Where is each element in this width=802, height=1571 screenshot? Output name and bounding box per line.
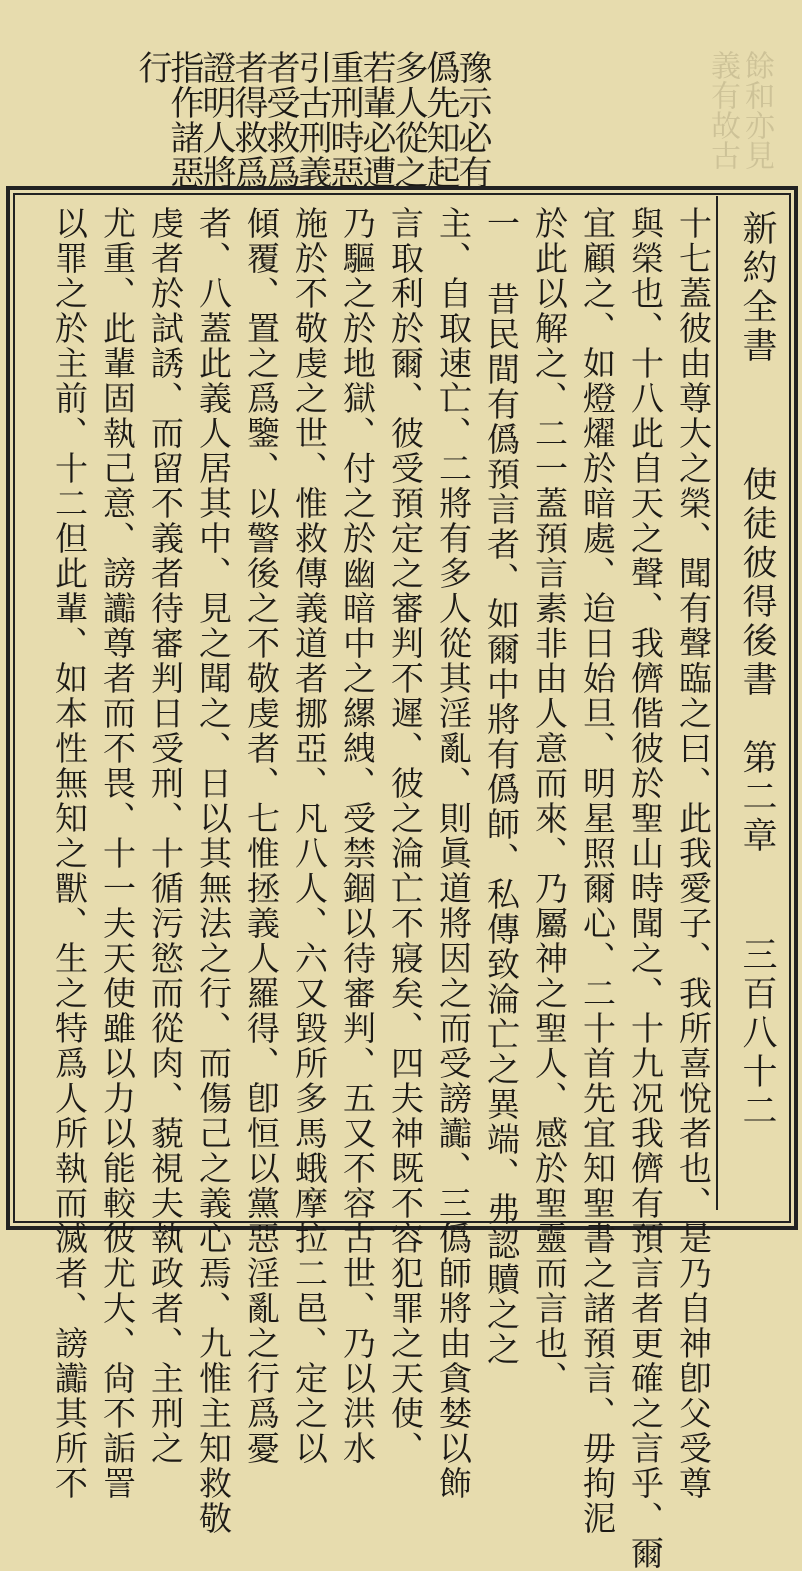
note-column-2: 僞先知起 [420, 50, 460, 190]
note-column-10: 指作諸惡 [164, 50, 204, 190]
text-column-9: 施於不敬虔之世、惟救傳義道者挪亞、凡八人、六又毀所多馬蛾摩拉二邑、定之以 [290, 206, 329, 1466]
bleed-through-col-2: 義有故古 [705, 50, 740, 170]
text-column-10: 傾覆、置之爲鑒、以警後之不敬虔者、七惟拯義人羅得、卽恒以黨惡淫亂之行爲憂 [242, 206, 281, 1466]
text-column-12: 虔者於試誘、而留不義者待審判日受刑、十循污慾而從肉、藐視夫執政者、主刑之 [146, 206, 185, 1466]
text-column-11: 者、八蓋此義人居其中、見之聞之、日以其無法之行、而傷己之義心焉、九惟主知救敬 [194, 206, 233, 1536]
text-column-4: 於此以解之、二一蓋預言素非由人意而來、乃屬神之聖人、感於聖靈而言也、 [530, 206, 569, 1396]
note-column-9: 證明人將 [196, 50, 236, 190]
text-column-7: 言取利於爾、彼受預定之審判不遲、彼之淪亡不寢矣、四夫神既不容犯罪之天使、 [386, 206, 425, 1466]
book-title: 新約全書 [737, 210, 777, 366]
text-column-8: 乃驅之於地獄、付之於幽暗中之縲絏、受禁錮以待審判、五又不容古世、乃以洪水 [338, 206, 377, 1466]
text-column-1: 十七蓋彼由尊大之榮、聞有聲臨之曰、此我愛子、我所喜悅者也、是乃自神卽父受尊 [674, 206, 713, 1501]
note-column-4: 若輩必遭 [356, 50, 396, 190]
note-column-11: 行 [132, 50, 172, 85]
note-column-1: 豫示必有 [452, 50, 492, 190]
page-margin-header [716, 196, 786, 1210]
page-number: 三百八十二 [737, 936, 777, 1131]
note-column-7: 者受救爲 [260, 50, 300, 190]
text-column-5: 一 昔民間有僞預言者、如爾中將有僞師、私傳致淪亡之異端、弗認贖之之 [482, 206, 521, 1367]
note-column-3: 多人從之 [388, 50, 428, 190]
text-column-13: 尤重、此輩固執己意、謗讟尊者而不畏、十一夫天使雖以力以能較彼尤大、尙不詬詈 [98, 206, 137, 1501]
section-title: 使徒彼得後書 第二章 [737, 466, 777, 856]
main-text [22, 196, 716, 1571]
note-column-6: 引古刑義 [292, 50, 332, 190]
text-column-3: 宜顧之、如燈燿於暗處、迨日始旦、明星照爾心、二十首先宜知聖書之諸預言、毋拘泥 [578, 206, 617, 1536]
bleed-through-col-1: 餘和亦見 [739, 50, 774, 170]
text-column-6: 主、自取速亡、二將有多人從其淫亂、則眞道將因之而受謗讟、三僞師將由貪婪以飾 [434, 206, 473, 1501]
text-column-14: 以罪之於主前、十二但此輩、如本性無知之獸、生之特爲人所執而滅者、謗讟其所不 [50, 206, 89, 1501]
note-column-8: 者得救爲 [228, 50, 268, 190]
note-column-5: 重刑時惡 [324, 50, 364, 190]
text-column-2: 與榮也、十八此自天之聲、我儕偕彼於聖山時聞之、十九况我儕有預言者更確之言乎、爾 [626, 206, 665, 1571]
